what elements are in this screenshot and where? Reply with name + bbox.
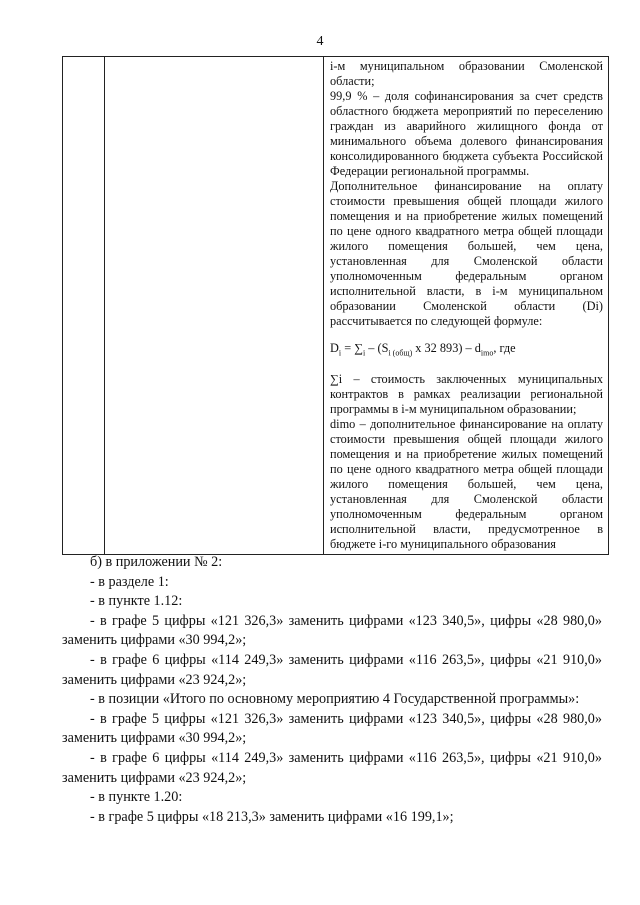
body-line: - в графе 5 цифры «121 326,3» заменить цифрами «123 340,5», цифры «28 980,0» заменить цифрами «30 994,2»;: [62, 612, 602, 649]
body-line: - в графе 6 цифры «114 249,3» заменить цифрами «116 263,5», цифры «21 910,0» заменить цифрами «23 924,2»;: [62, 749, 602, 786]
body-line: - в разделе 1:: [90, 573, 169, 590]
formula-subscript: i: [362, 348, 366, 358]
cell-paragraph: i-м муниципальном образовании Смоленской области;: [330, 59, 603, 88]
formula-subscript: i: [338, 348, 342, 358]
cell-paragraph: 99,9 % – доля софинансирования за счет средств областного бюджета мероприятий по переселению граждан из аварийного жилищного фонда от минимального объема долевого финансирования консолидированного бюджета субъекта Российской Федерации региональной программы.: [330, 89, 603, 178]
definition-paragraph: dimo – дополнительное финансирование на оплату стоимости превышения общей площади жилого помещения и на приобретение жилых помещений по цене одного квадратного метра общей площади жилого помещения большей, чем цена, установленная для Смоленской области уполномоченным федеральным органом исполнительной власти, предусмотренное в бюджете i-го муниципального образования: [330, 417, 603, 552]
table-cell-name: [105, 57, 324, 555]
amendments-text: [62, 553, 602, 827]
formula-part: – (S: [365, 341, 389, 355]
body-line: - в графе 6 цифры «114 249,3» заменить цифрами «116 263,5», цифры «21 910,0» заменить цифрами «23 924,2»;: [62, 651, 602, 688]
body-line: - в позиции «Итого по основному мероприятию 4 Государственной программы»:: [90, 691, 580, 708]
body-line: б) в приложении № 2:: [90, 554, 223, 570]
definition-paragraph: ∑i – стоимость заключенных муниципальных контрактов в рамках реализации региональной программы в i-м муниципальном образовании;: [330, 372, 603, 417]
formula: [330, 341, 603, 360]
cell-paragraph: Дополнительное финансирование на оплату стоимости превышения общей площади жилого помещения и на приобретение жилых помещений по цене одного квадратного метра общей площади жилого помещения большей, чем цена, установленная для Смоленской области уполномоченным федеральным органом исполнительной власти, в i-м муниципальном образовании Смоленской области (Di) рассчитывается по следующей формуле:: [330, 179, 603, 328]
formula-subscript: imo: [480, 348, 494, 358]
formula-subscript: i (общ): [388, 348, 413, 358]
page-number: 4: [316, 34, 324, 49]
table-row: [63, 57, 609, 555]
formula-part: = ∑: [341, 341, 363, 355]
body-line: - в пункте 1.12:: [90, 593, 183, 610]
body-line: - в пункте 1.20:: [90, 789, 183, 806]
formula-part: , где: [493, 341, 516, 355]
table-cell-number: [63, 57, 105, 555]
body-line: - в графе 5 цифры «121 326,3» заменить цифрами «123 340,5», цифры «28 980,0» заменить цифрами «30 994,2»;: [62, 710, 602, 747]
body-line: - в графе 5 цифры «18 213,3» заменить цифрами «16 199,1»;: [90, 808, 454, 825]
content-table: [62, 56, 609, 555]
formula-part: D: [330, 341, 339, 355]
formula-part: x 32 893) – d: [412, 341, 481, 355]
table-cell-content: [324, 57, 609, 555]
cell-text-block: [330, 59, 603, 552]
